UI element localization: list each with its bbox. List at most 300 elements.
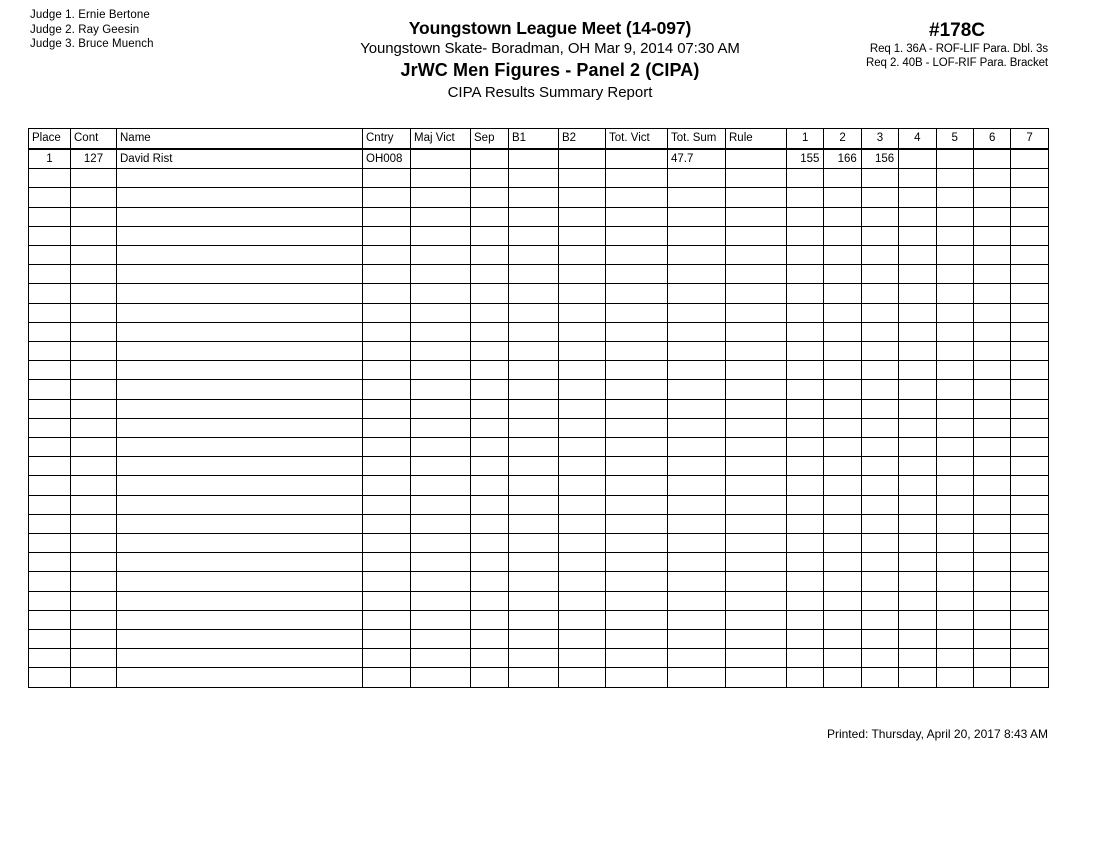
cell-empty: [899, 246, 936, 265]
cell-empty: [509, 303, 559, 322]
cell-empty: [471, 591, 509, 610]
cell-empty: [861, 418, 898, 437]
cell-b1: [509, 149, 559, 169]
cell-empty: [29, 438, 71, 457]
event-title: JrWC Men Figures - Panel 2 (CIPA): [400, 60, 700, 80]
cell-empty: [363, 591, 411, 610]
cell-empty: [509, 610, 559, 629]
cell-empty: [71, 572, 117, 591]
cell-empty: [1011, 226, 1048, 245]
cell-empty: [509, 649, 559, 668]
cell-empty: [29, 361, 71, 380]
cell-empty: [117, 303, 363, 322]
cell-empty: [861, 188, 898, 207]
column-header-judge-5: 5: [936, 129, 973, 150]
cell-empty: [411, 630, 471, 649]
cell-empty: [899, 457, 936, 476]
cell-cntry: OH008: [363, 149, 411, 169]
cell-empty: [559, 226, 606, 245]
cell-empty: [936, 649, 973, 668]
cell-empty: [606, 668, 668, 687]
cell-empty: [471, 514, 509, 533]
cell-empty: [824, 438, 861, 457]
cell-empty: [936, 322, 973, 341]
cell-empty: [726, 591, 787, 610]
table-row-empty[interactable]: [29, 649, 1049, 668]
cell-empty: [509, 342, 559, 361]
cell-empty: [559, 322, 606, 341]
cell-empty: [668, 188, 726, 207]
cell-empty: [787, 265, 824, 284]
cell-empty: [471, 226, 509, 245]
cell-empty: [936, 534, 973, 553]
cell-empty: [899, 514, 936, 533]
cell-empty: [363, 610, 411, 629]
cell-empty: [363, 322, 411, 341]
cell-empty: [973, 188, 1010, 207]
cell-empty: [29, 553, 71, 572]
cell-empty: [824, 572, 861, 591]
cell-empty: [936, 361, 973, 380]
cell-empty: [363, 265, 411, 284]
cell-empty: [861, 649, 898, 668]
cell-empty: [936, 342, 973, 361]
cell-empty: [936, 610, 973, 629]
cell-empty: [71, 246, 117, 265]
cell-empty: [471, 610, 509, 629]
cell-empty: [861, 207, 898, 226]
cell-empty: [668, 284, 726, 303]
cell-empty: [29, 668, 71, 687]
cell-maj-vict: [411, 149, 471, 169]
cell-sep: [471, 149, 509, 169]
table-row-empty[interactable]: [29, 322, 1049, 341]
cell-empty: [71, 553, 117, 572]
cell-empty: [824, 188, 861, 207]
cell-empty: [606, 649, 668, 668]
cell-empty: [787, 610, 824, 629]
cell-empty: [861, 399, 898, 418]
cell-empty: [787, 553, 824, 572]
cell-empty: [787, 514, 824, 533]
cell-empty: [973, 226, 1010, 245]
table-row-empty[interactable]: [29, 226, 1049, 245]
cell-empty: [559, 303, 606, 322]
cell-empty: [606, 553, 668, 572]
cell-empty: [559, 188, 606, 207]
cell-empty: [973, 265, 1010, 284]
table-row-empty[interactable]: [29, 342, 1049, 361]
cell-empty: [726, 610, 787, 629]
cell-empty: [606, 399, 668, 418]
cell-empty: [471, 207, 509, 226]
cell-empty: [668, 630, 726, 649]
table-row-empty[interactable]: [29, 514, 1049, 533]
cell-empty: [1011, 630, 1048, 649]
cell-empty: [973, 303, 1010, 322]
cell-empty: [509, 630, 559, 649]
cell-empty: [824, 361, 861, 380]
cell-empty: [559, 265, 606, 284]
cell-empty: [973, 322, 1010, 341]
cell-empty: [1011, 322, 1048, 341]
cell-judge-3: 156: [861, 149, 898, 169]
cell-empty: [1011, 169, 1048, 188]
cell-empty: [411, 284, 471, 303]
cell-empty: [606, 284, 668, 303]
cell-empty: [509, 207, 559, 226]
cell-empty: [29, 649, 71, 668]
cell-empty: [1011, 591, 1048, 610]
cell-empty: [973, 476, 1010, 495]
cell-empty: [899, 649, 936, 668]
cell-empty: [29, 476, 71, 495]
cell-empty: [973, 399, 1010, 418]
cell-empty: [411, 169, 471, 188]
cell-empty: [824, 476, 861, 495]
cell-empty: [726, 303, 787, 322]
cell-empty: [559, 476, 606, 495]
cell-empty: [668, 226, 726, 245]
cell-empty: [117, 322, 363, 341]
cell-empty: [861, 534, 898, 553]
cell-empty: [787, 668, 824, 687]
table-row-empty[interactable]: [29, 265, 1049, 284]
cell-empty: [509, 668, 559, 687]
cell-empty: [411, 514, 471, 533]
cell-empty: [509, 553, 559, 572]
cell-empty: [899, 534, 936, 553]
cell-empty: [936, 418, 973, 437]
table-row[interactable]: [29, 149, 1049, 169]
cell-empty: [973, 207, 1010, 226]
cell-empty: [1011, 284, 1048, 303]
cell-empty: [411, 610, 471, 629]
cell-empty: [973, 649, 1010, 668]
cell-empty: [363, 418, 411, 437]
cell-empty: [71, 534, 117, 553]
cell-empty: [71, 188, 117, 207]
cell-empty: [899, 630, 936, 649]
cell-empty: [363, 246, 411, 265]
cell-empty: [509, 591, 559, 610]
cell-empty: [936, 553, 973, 572]
cell-empty: [411, 495, 471, 514]
cell-empty: [668, 438, 726, 457]
column-header-judge-7: 7: [1011, 129, 1048, 150]
cell-judge-7: [1011, 149, 1048, 169]
column-header-judge-2: 2: [824, 129, 861, 150]
table-row-empty[interactable]: [29, 284, 1049, 303]
table-row-empty[interactable]: [29, 630, 1049, 649]
cell-empty: [1011, 649, 1048, 668]
cell-empty: [824, 553, 861, 572]
cell-empty: [471, 246, 509, 265]
cell-empty: [606, 226, 668, 245]
cell-empty: [787, 188, 824, 207]
cell-empty: [471, 284, 509, 303]
cell-empty: [471, 380, 509, 399]
cell-empty: [117, 668, 363, 687]
table-row-empty[interactable]: [29, 591, 1049, 610]
cell-empty: [787, 591, 824, 610]
cell-empty: [363, 438, 411, 457]
cell-empty: [471, 668, 509, 687]
cell-empty: [973, 553, 1010, 572]
cell-empty: [668, 553, 726, 572]
cell-empty: [71, 610, 117, 629]
cell-empty: [899, 169, 936, 188]
cell-empty: [606, 438, 668, 457]
table-row-empty[interactable]: [29, 534, 1049, 553]
cell-empty: [509, 361, 559, 380]
cell-empty: [973, 438, 1010, 457]
cell-empty: [787, 303, 824, 322]
cell-empty: [1011, 399, 1048, 418]
cell-empty: [29, 610, 71, 629]
cell-empty: [117, 649, 363, 668]
cell-empty: [668, 514, 726, 533]
cell-empty: [726, 630, 787, 649]
table-row-empty[interactable]: [29, 610, 1049, 629]
cell-empty: [726, 438, 787, 457]
cell-empty: [668, 207, 726, 226]
cell-empty: [71, 380, 117, 399]
cell-empty: [668, 668, 726, 687]
cell-empty: [363, 572, 411, 591]
column-header-judge-6: 6: [973, 129, 1010, 150]
cell-empty: [471, 361, 509, 380]
table-row-empty[interactable]: [29, 495, 1049, 514]
cell-empty: [559, 361, 606, 380]
cell-empty: [471, 188, 509, 207]
cell-empty: [973, 630, 1010, 649]
cell-empty: [29, 572, 71, 591]
table-row-empty[interactable]: [29, 572, 1049, 591]
table-row-empty[interactable]: [29, 553, 1049, 572]
cell-empty: [936, 284, 973, 303]
cell-empty: [471, 303, 509, 322]
meet-title: Youngstown League Meet (14-097): [408, 18, 692, 38]
cell-empty: [117, 284, 363, 303]
cell-empty: [509, 514, 559, 533]
cell-empty: [606, 457, 668, 476]
cell-empty: [973, 457, 1010, 476]
cell-empty: [29, 303, 71, 322]
table-row-empty[interactable]: [29, 438, 1049, 457]
cell-empty: [899, 438, 936, 457]
cell-empty: [471, 457, 509, 476]
cell-empty: [936, 457, 973, 476]
cell-empty: [117, 399, 363, 418]
cell-empty: [973, 668, 1010, 687]
cell-empty: [1011, 265, 1048, 284]
cell-empty: [117, 188, 363, 207]
cell-empty: [787, 399, 824, 418]
cell-empty: [606, 380, 668, 399]
table-row-empty[interactable]: [29, 246, 1049, 265]
cell-empty: [1011, 246, 1048, 265]
cell-judge-4: [899, 149, 936, 169]
cell-empty: [606, 572, 668, 591]
cell-empty: [117, 514, 363, 533]
cell-empty: [117, 226, 363, 245]
cell-empty: [861, 668, 898, 687]
cell-empty: [899, 342, 936, 361]
cell-empty: [899, 572, 936, 591]
cell-empty: [363, 514, 411, 533]
cell-empty: [363, 342, 411, 361]
cell-empty: [1011, 534, 1048, 553]
cell-empty: [668, 399, 726, 418]
cell-empty: [668, 457, 726, 476]
cell-empty: [668, 380, 726, 399]
cell-empty: [973, 534, 1010, 553]
requirement-line-2: Req 2. 40B - LOF-RIF Para. Bracket: [866, 57, 1048, 69]
cell-empty: [411, 246, 471, 265]
cell-empty: [559, 610, 606, 629]
cell-empty: [363, 399, 411, 418]
cell-empty: [787, 284, 824, 303]
cell-empty: [824, 495, 861, 514]
cell-empty: [411, 265, 471, 284]
cell-empty: [861, 303, 898, 322]
table-header-row: [29, 129, 1049, 150]
column-header-judge-3: 3: [861, 129, 898, 150]
cell-empty: [668, 476, 726, 495]
cell-empty: [936, 476, 973, 495]
cell-empty: [363, 668, 411, 687]
cell-empty: [411, 361, 471, 380]
table-row-empty[interactable]: [29, 169, 1049, 188]
cell-empty: [973, 610, 1010, 629]
column-header-place: Place: [29, 129, 71, 150]
cell-empty: [29, 284, 71, 303]
cell-empty: [471, 265, 509, 284]
table-row-empty[interactable]: [29, 188, 1049, 207]
cell-empty: [559, 418, 606, 437]
cell-rule: [726, 149, 787, 169]
cell-empty: [787, 226, 824, 245]
cell-empty: [726, 476, 787, 495]
cell-empty: [787, 649, 824, 668]
cell-empty: [861, 457, 898, 476]
cell-empty: [117, 438, 363, 457]
cell-empty: [29, 534, 71, 553]
cell-empty: [726, 418, 787, 437]
cell-empty: [726, 322, 787, 341]
cell-empty: [668, 361, 726, 380]
cell-empty: [726, 342, 787, 361]
table-row-empty[interactable]: [29, 457, 1049, 476]
cell-empty: [71, 418, 117, 437]
cell-empty: [117, 610, 363, 629]
cell-empty: [29, 226, 71, 245]
cell-empty: [861, 514, 898, 533]
table-row-empty[interactable]: [29, 476, 1049, 495]
cell-empty: [787, 457, 824, 476]
cell-empty: [936, 169, 973, 188]
cell-empty: [71, 476, 117, 495]
cell-empty: [726, 399, 787, 418]
meet-subtitle: Youngstown Skate- Boradman, OH Mar 9, 2014 07:30 AM: [360, 40, 740, 57]
cell-empty: [29, 265, 71, 284]
cell-empty: [29, 342, 71, 361]
cell-empty: [606, 361, 668, 380]
table-row-empty[interactable]: [29, 303, 1049, 322]
cell-empty: [411, 226, 471, 245]
cell-empty: [936, 438, 973, 457]
cell-empty: [29, 418, 71, 437]
table-row-empty[interactable]: [29, 380, 1049, 399]
cell-empty: [29, 591, 71, 610]
cell-empty: [117, 630, 363, 649]
cell-empty: [363, 534, 411, 553]
table-row-empty[interactable]: [29, 418, 1049, 437]
cell-empty: [936, 380, 973, 399]
cell-judge-1: 155: [787, 149, 824, 169]
cell-judge-2: 166: [824, 149, 861, 169]
cell-empty: [71, 495, 117, 514]
cell-empty: [363, 495, 411, 514]
cell-empty: [509, 284, 559, 303]
cell-empty: [1011, 438, 1048, 457]
cell-empty: [471, 553, 509, 572]
cell-empty: [936, 399, 973, 418]
cell-empty: [471, 342, 509, 361]
cell-empty: [559, 169, 606, 188]
table-row-empty[interactable]: [29, 361, 1049, 380]
cell-empty: [899, 610, 936, 629]
cell-empty: [606, 418, 668, 437]
cell-empty: [471, 418, 509, 437]
table-row-empty[interactable]: [29, 207, 1049, 226]
column-header-tot-vict: Tot. Vict: [606, 129, 668, 150]
cell-empty: [787, 322, 824, 341]
cell-empty: [936, 630, 973, 649]
cell-empty: [726, 534, 787, 553]
column-header-b1: B1: [509, 129, 559, 150]
cell-empty: [117, 572, 363, 591]
cell-empty: [117, 534, 363, 553]
cell-empty: [824, 514, 861, 533]
cell-empty: [787, 246, 824, 265]
cell-empty: [363, 630, 411, 649]
cell-empty: [117, 361, 363, 380]
cell-empty: [71, 169, 117, 188]
cell-empty: [899, 188, 936, 207]
table-row-empty[interactable]: [29, 399, 1049, 418]
cell-empty: [824, 668, 861, 687]
cell-empty: [471, 534, 509, 553]
cell-empty: [509, 265, 559, 284]
results-table: [28, 128, 1049, 688]
cell-empty: [973, 342, 1010, 361]
cell-empty: [29, 457, 71, 476]
cell-empty: [668, 342, 726, 361]
cell-empty: [824, 457, 861, 476]
cell-empty: [117, 495, 363, 514]
table-row-empty[interactable]: [29, 668, 1049, 687]
cell-empty: [471, 438, 509, 457]
cell-empty: [29, 630, 71, 649]
cell-empty: [1011, 207, 1048, 226]
cell-empty: [29, 322, 71, 341]
cell-empty: [471, 476, 509, 495]
cell-empty: [824, 265, 861, 284]
cell-empty: [559, 649, 606, 668]
cell-empty: [861, 572, 898, 591]
